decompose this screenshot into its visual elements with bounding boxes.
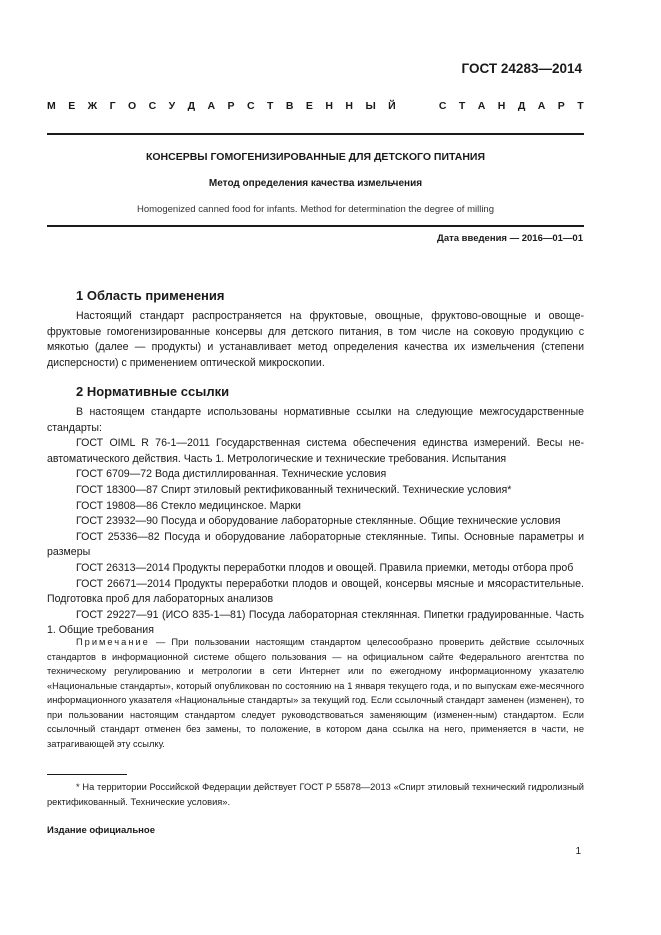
section-1-text bbox=[47, 309, 584, 371]
footnote-text: * На территории Российской Федерации действует ГОСТ Р 55878—2013 «Спирт этиловый технический гидролизный ректификованный. Технические условия». bbox=[47, 782, 584, 807]
banner-letter: Н bbox=[345, 100, 353, 112]
banner-letter bbox=[424, 100, 427, 112]
interstate-standard-banner bbox=[47, 100, 584, 112]
title-rule bbox=[47, 225, 584, 227]
section-2-heading: 2 Нормативные ссылки bbox=[76, 384, 230, 399]
banner-letter: Т bbox=[267, 100, 274, 112]
reference-line: ГОСТ 26671—2014 Продукты переработки плодов и овощей, консервы мясные и мясорастительные. Подготовка проб для лабораторных анализов bbox=[47, 577, 584, 606]
reference-line: ГОСТ 29227—91 (ИСО 835-1—81) Посуда лабораторная стеклянная. Пипетки градуированные. Часть 1. Общие требования bbox=[47, 608, 584, 637]
note-text: — При пользовании настоящим стандартом целесообразно проверить действие ссылочных стандартов в информационной системе общего пользования — на официальном сайте Федерального агентства по техническому регулированию и метрологии в сети Интернет или по ежегодному информационному указателю «Национальные стандарты», который опубликован по состоянию на 1 января текущего года, и по выпускам еже-месячного информационного указателя «Национальные стандарты» за текущий год. Если ссылочный стандарт заменен (изменен), то при пользовании настоящим стандартом следует руководствоваться заменяющим (изменен-ным) стандартом. Если ссылочный стандарт отменен без замены, то положение, в котором дана ссылка на него, применяется в части, не затрагивающей эту ссылку. bbox=[47, 637, 584, 749]
reference-line: ГОСТ 25336—82 Посуда и оборудование лабораторные стеклянные. Типы. Основные параметры и размеры bbox=[47, 530, 584, 559]
reference-line: ГОСТ OIML R 76-1—2011 Государственная система обеспечения единства измерений. Весы не-автоматического действия. Часть 1. Метрологические и технические требования. Испытания bbox=[47, 437, 584, 465]
banner-letter: О bbox=[127, 100, 137, 112]
reference-line: ГОСТ 26313—2014 Продукты переработки плодов и овощей. Правила приемки, методы отбора проб bbox=[76, 561, 574, 574]
banner-letter: А bbox=[477, 100, 486, 112]
banner-letter: Ы bbox=[365, 100, 376, 112]
banner-letter: В bbox=[285, 100, 294, 112]
section-1-paragraph: Настоящий стандарт распространяется на фруктовые, овощные, фруктово-овощные и овоще-фруктовые гомогенизированные консервы для детского питания, в том числе на соковую продукцию с мякотью (далее — продукты) и устанавливает метод определения качества их измельчения (степени дисперсности) с применением оптической микроскопии. bbox=[47, 310, 584, 369]
normative-references-list bbox=[47, 405, 584, 639]
banner-letter: Ж bbox=[87, 100, 98, 112]
reference-line: ГОСТ 6709—72 Вода дистиллированная. Технические условия bbox=[76, 468, 387, 481]
banner-letter: Н bbox=[497, 100, 506, 112]
edition-label: Издание официальное bbox=[47, 825, 155, 836]
banner-letter: Р bbox=[227, 100, 235, 112]
reference-line: ГОСТ 23932—90 Посуда и оборудование лабораторные стеклянные. Общие технические условия bbox=[76, 515, 561, 528]
banner-letter: Г bbox=[109, 100, 116, 112]
banner-letter: Д bbox=[187, 100, 196, 112]
banner-letter: А bbox=[537, 100, 546, 112]
banner-letter: А bbox=[207, 100, 216, 112]
banner-letter bbox=[408, 100, 411, 112]
section-1-heading: 1 Область применения bbox=[76, 288, 225, 303]
banner-letter: Р bbox=[557, 100, 565, 112]
banner-letter: С bbox=[148, 100, 157, 112]
banner-letter: С bbox=[438, 100, 447, 112]
page-number: 1 bbox=[575, 846, 581, 857]
note-paragraph bbox=[47, 635, 584, 751]
reference-line: ГОСТ 19808—86 Стекло медицинское. Марки bbox=[76, 499, 301, 512]
footnote-rule bbox=[47, 774, 127, 775]
document-title: КОНСЕРВЫ ГОМОГЕНИЗИРОВАННЫЕ ДЛЯ ДЕТСКОГО ПИТАНИЯ bbox=[145, 151, 486, 163]
english-title: Homogenized canned food for infants. Method for determination the degree of milling bbox=[137, 204, 494, 215]
banner-letter: М bbox=[47, 100, 56, 112]
banner-letter: Е bbox=[305, 100, 313, 112]
banner-letter: Д bbox=[517, 100, 526, 112]
footnote bbox=[47, 780, 584, 810]
banner-letter: У bbox=[168, 100, 176, 112]
banner-letter: Й bbox=[388, 100, 396, 112]
banner-letter: Т bbox=[577, 100, 584, 112]
document-subtitle: Метод определения качества измельчения bbox=[208, 178, 423, 189]
banner-letter: Е bbox=[68, 100, 76, 112]
banner-letter: Т bbox=[458, 100, 466, 112]
header-rule bbox=[47, 133, 584, 135]
banner-letter: Н bbox=[325, 100, 333, 112]
banner-letter: С bbox=[247, 100, 255, 112]
note-label: Примечание bbox=[76, 637, 150, 647]
standard-number: ГОСТ 24283—2014 bbox=[461, 61, 582, 76]
introduction-date: Дата введения — 2016—01—01 bbox=[437, 233, 583, 244]
reference-line: В настоящем стандарте использованы нормативные ссылки на следующие межгосударственные стандарты: bbox=[47, 406, 584, 434]
note-block bbox=[47, 635, 584, 751]
reference-line: ГОСТ 18300—87 Спирт этиловый ректификованный технический. Технические условия* bbox=[76, 483, 512, 496]
